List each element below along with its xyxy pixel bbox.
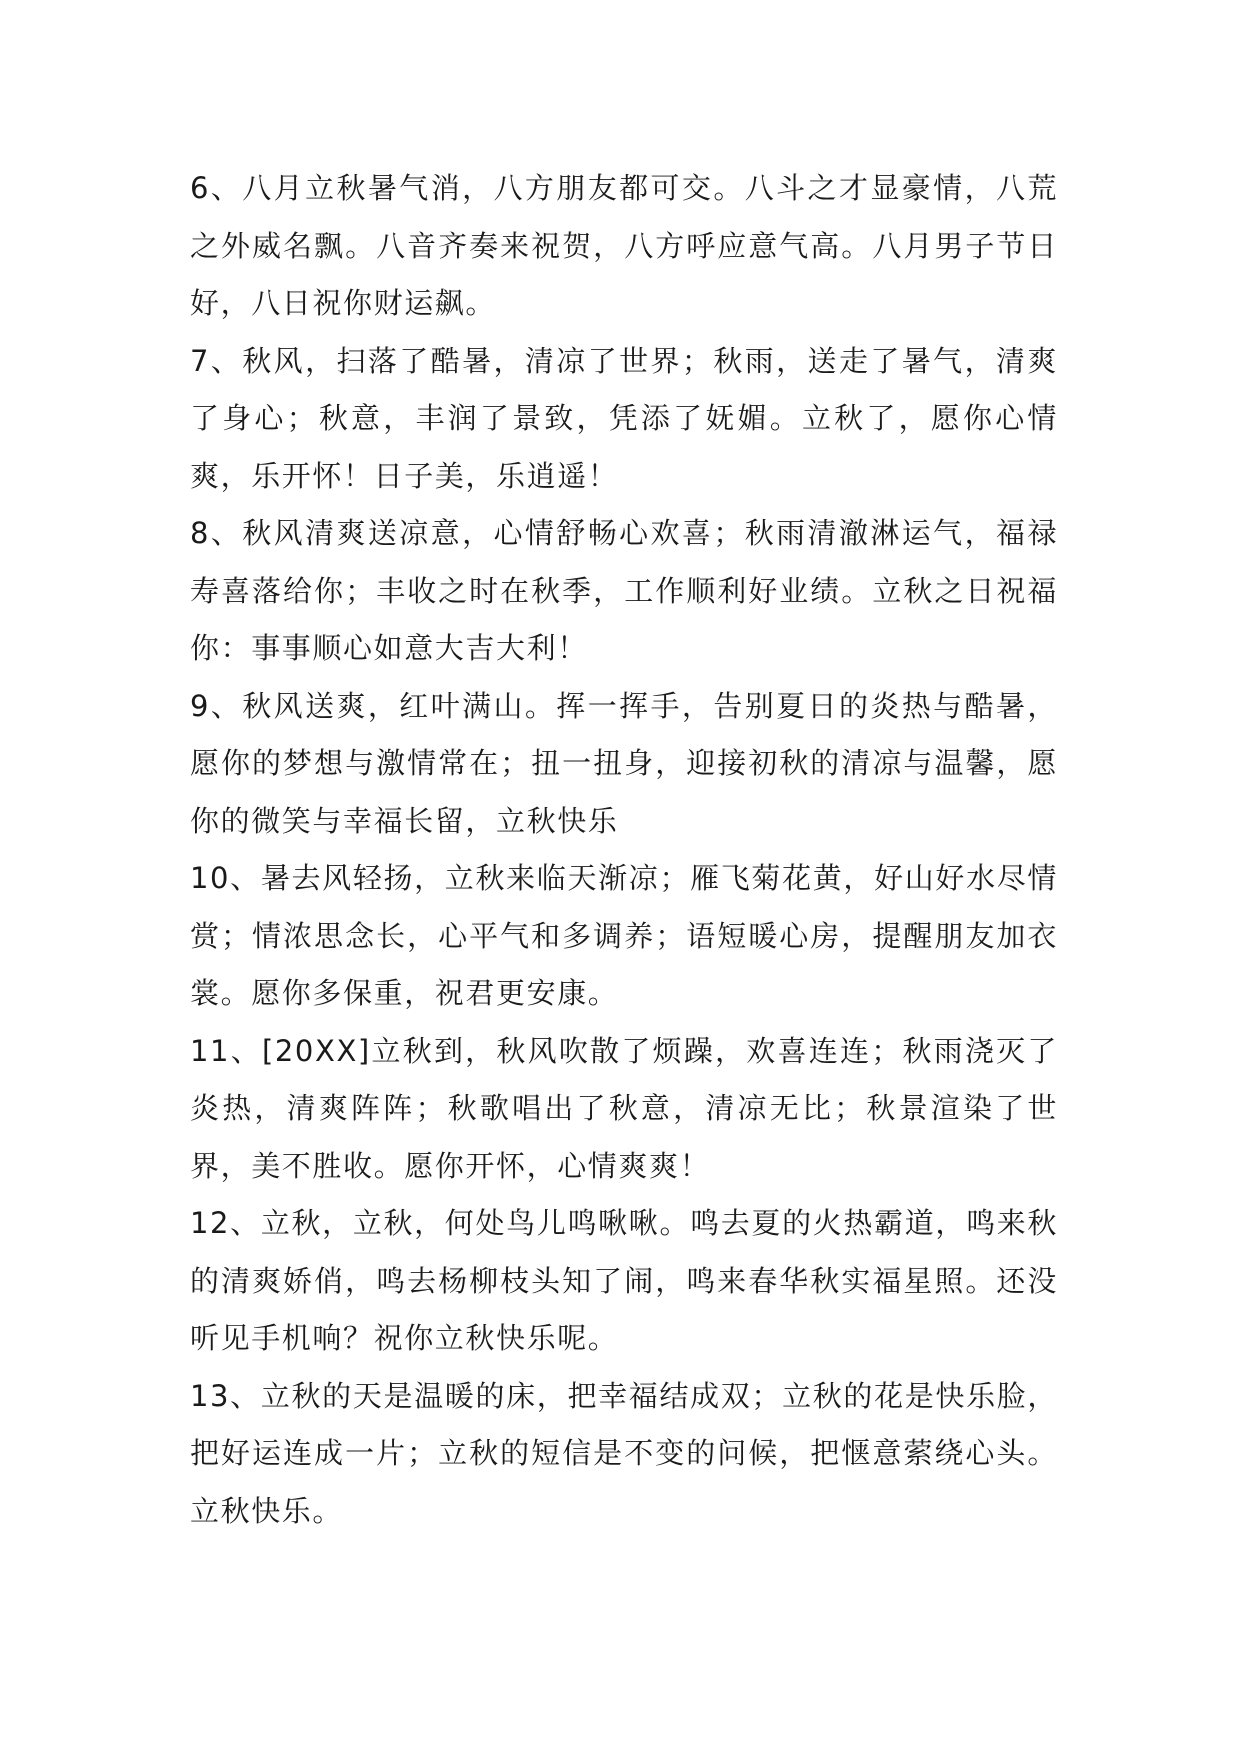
paragraph-7: 7、秋风，扫落了酷暑，清凉了世界；秋雨，送走了暑气，清爽了身心；秋意，丰润了景致，凭添了妩媚。立秋了，愿你心情爽，乐开怀！日子美，乐逍遥！ <box>190 343 1058 493</box>
paragraph-13: 13、立秋的天是温暖的床，把幸福结成双；立秋的花是快乐脸，把好运连成一片；立秋的短信是不变的问候，把惬意萦绕心头。立秋快乐。 <box>190 1378 1058 1528</box>
paragraph-9: 9、秋风送爽，红叶满山。挥一挥手，告别夏日的炎热与酷暑，愿你的梦想与激情常在；扭一扭身，迎接初秋的清凉与温馨，愿你的微笑与幸福长留，立秋快乐 <box>190 688 1058 838</box>
paragraph-10: 10、暑去风轻扬，立秋来临天渐凉；雁飞菊花黄，好山好水尽情赏；情浓思念长，心平气和多调养；语短暖心房，提醒朋友加衣裳。愿你多保重，祝君更安康。 <box>190 861 1058 1010</box>
paragraph-6: 6、八月立秋暑气消，八方朋友都可交。八斗之才显豪情，八荒之外威名飘。八音齐奏来祝贺，八方呼应意气高。八月男子节日好，八日祝你财运飙。 <box>190 171 1058 320</box>
paragraph-12: 12、立秋，立秋，何处鸟儿鸣啾啾。鸣去夏的火热霸道，鸣来秋的清爽娇俏，鸣去杨柳枝头知了闹，鸣来春华秋实福星照。还没听见手机响？祝你立秋快乐呢。 <box>190 1206 1058 1355</box>
document-body <box>190 160 1058 1540</box>
paragraph-11: 11、[20XX]立秋到，秋风吹散了烦躁，欢喜连连；秋雨浇灭了炎热，清爽阵阵；秋歌唱出了秋意，清凉无比；秋景渲染了世界，美不胜收。愿你开怀，心情爽爽！ <box>190 1033 1058 1183</box>
paragraph-8: 8、秋风清爽送凉意，心情舒畅心欢喜；秋雨清澈淋运气，福禄寿喜落给你；丰收之时在秋季，工作顺利好业绩。立秋之日祝福你：事事顺心如意大吉大利！ <box>190 516 1058 665</box>
